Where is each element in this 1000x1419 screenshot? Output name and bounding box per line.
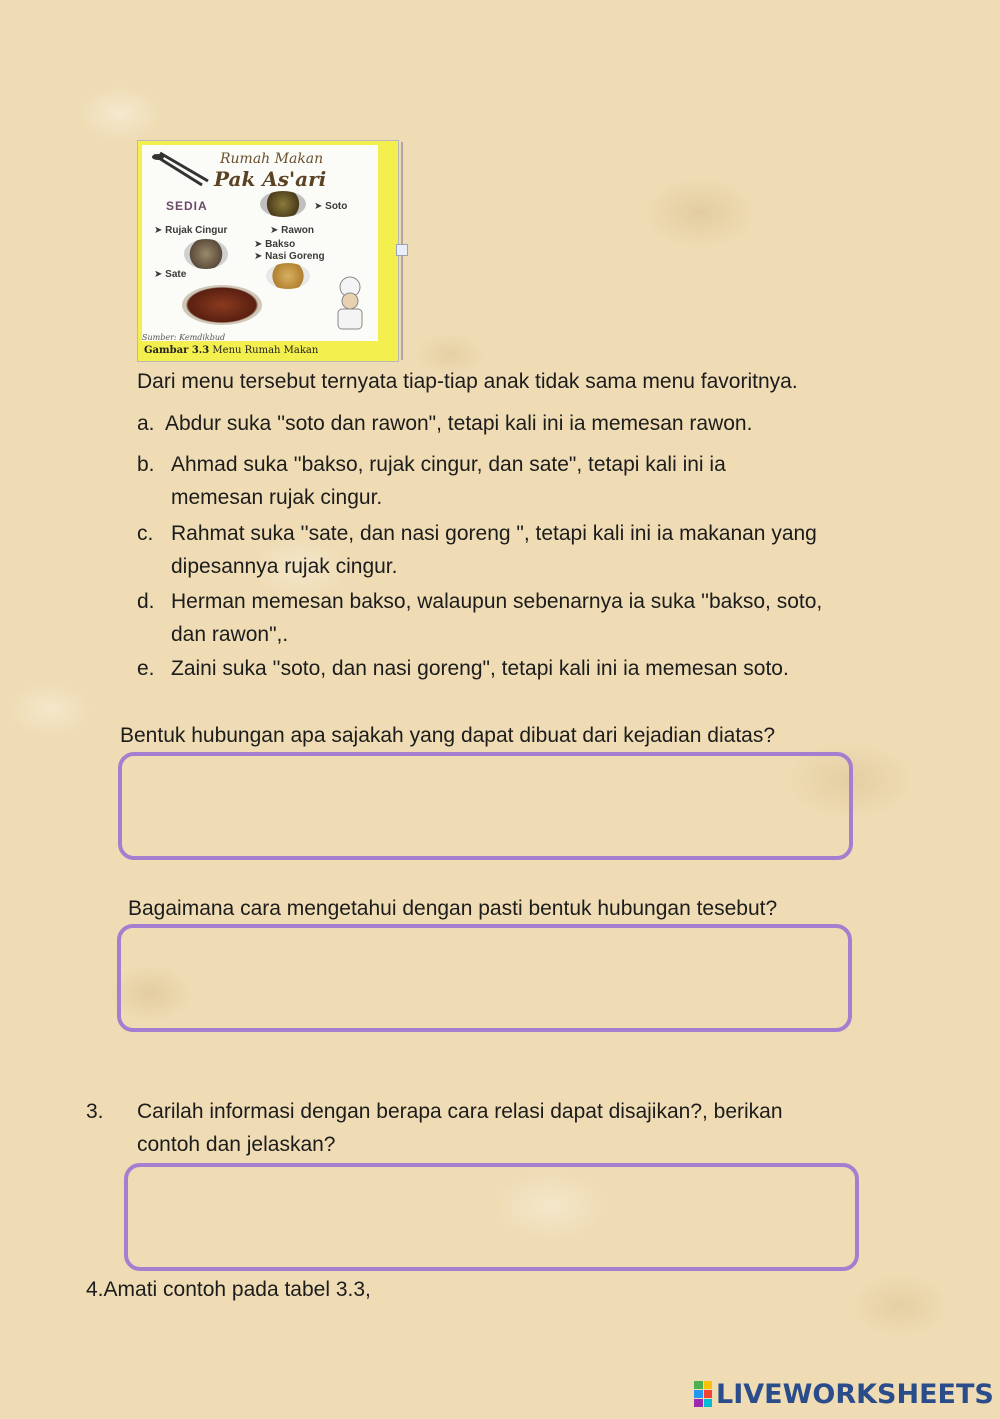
list-text: dan rawon",. — [171, 623, 289, 646]
menu-caption-rest: Menu Rumah Makan — [209, 345, 319, 356]
menu-item: ➤ Bakso — [254, 239, 296, 250]
chef-icon — [328, 275, 372, 331]
question-3-line-2: contoh dan jelaskan? — [137, 1133, 336, 1156]
list-text: Abdur suka ''soto dan rawon", tetapi kali ini ia memesan rawon. — [165, 412, 753, 435]
cutlery-icon — [150, 151, 210, 191]
menu-item: ➤ Rujak Cingur — [154, 225, 228, 236]
menu-caption-bold: Gambar 3.3 — [144, 345, 210, 356]
sate-dish-image — [182, 285, 262, 325]
menu-item: ➤ Nasi Goreng — [254, 251, 325, 262]
menu-item: ➤ Rawon — [270, 225, 314, 236]
list-text: Ahmad suka ''bakso, rujak cingur, dan sate", tetapi kali ini ia — [171, 453, 726, 476]
menu-title-line1: Rumah Makan — [220, 151, 324, 167]
image-resize-handle[interactable] — [396, 244, 408, 256]
list-text: Herman memesan bakso, walaupun sebenarnya ia suka ''bakso, soto, — [171, 590, 823, 613]
menu-card-image — [137, 140, 399, 362]
answer-box-2[interactable] — [117, 924, 852, 1032]
menu-title-line2: Pak As'ari — [214, 167, 327, 191]
menu-item: ➤ Soto — [314, 201, 348, 212]
list-marker: b. — [137, 453, 155, 476]
list-text: Rahmat suka ''sate, dan nasi goreng ", tetapi kali ini ia makanan yang — [171, 522, 817, 545]
list-marker: c. — [137, 522, 154, 545]
liveworksheets-logo-icon — [694, 1381, 712, 1407]
menu-source-text: Sumber: Kemdikbud — [142, 333, 226, 342]
list-marker: a. — [137, 412, 155, 435]
bakso-dish-image — [184, 239, 228, 269]
nasi-goreng-dish-image — [266, 263, 310, 289]
question-3-line-1: Carilah informasi dengan berapa cara relasi dapat disajikan?, berikan — [137, 1100, 783, 1123]
list-text: Zaini suka ''soto, dan nasi goreng", tetapi kali ini ia memesan soto. — [171, 657, 789, 680]
liveworksheets-brand-text: LIVEWORKSHEETS — [716, 1378, 994, 1410]
question-1: Bentuk hubungan apa sajakah yang dapat dibuat dari kejadian diatas? — [120, 724, 776, 747]
question-3-number: 3. — [86, 1100, 104, 1123]
list-marker: e. — [137, 657, 155, 680]
intro-text: Dari menu tersebut ternyata tiap-tiap anak tidak sama menu favoritnya. — [137, 370, 798, 393]
liveworksheets-logo — [694, 1376, 994, 1412]
answer-box-1[interactable] — [118, 752, 853, 860]
menu-caption — [144, 345, 318, 356]
menu-card-panel — [142, 145, 378, 341]
menu-sedia-label: SEDIA — [166, 199, 208, 213]
menu-item: ➤ Sate — [154, 269, 187, 280]
question-2: Bagaimana cara mengetahui dengan pasti bentuk hubungan tesebut? — [128, 897, 778, 920]
list-text: memesan rujak cingur. — [171, 486, 383, 509]
list-text: dipesannya rujak cingur. — [171, 555, 398, 578]
answer-box-3[interactable] — [124, 1163, 859, 1271]
question-4: 4.Amati contoh pada tabel 3.3, — [86, 1278, 371, 1301]
list-marker: d. — [137, 590, 155, 613]
soto-dish-image — [260, 191, 306, 217]
